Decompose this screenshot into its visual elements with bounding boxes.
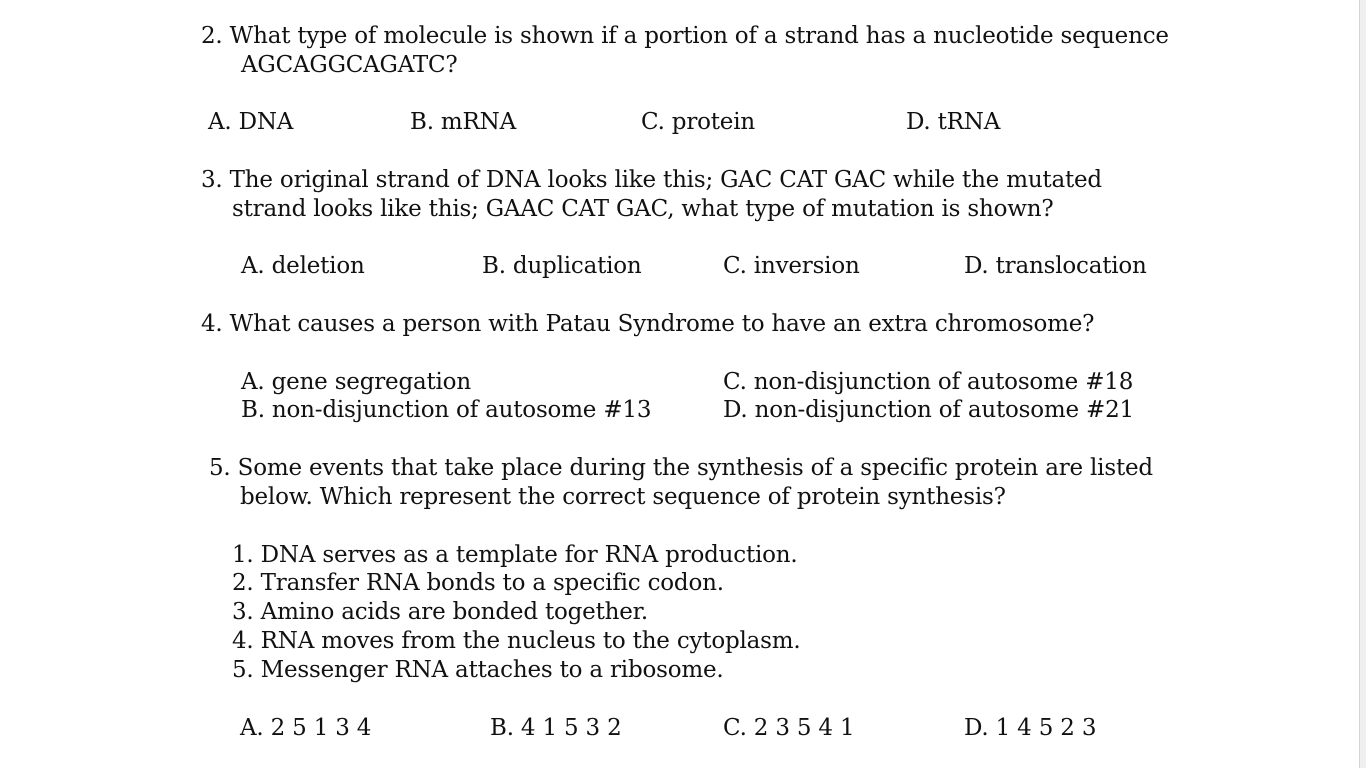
question-5-event-2: 2. Transfer RNA bonds to a specific codon. (232, 570, 724, 596)
question-5-choice-c: C. 2 3 5 4 1 (723, 715, 855, 741)
question-2-choice-a: A. DNA (208, 109, 294, 135)
question-3-choice-d: D. translocation (964, 253, 1147, 279)
question-4-choice-a: A. gene segregation (241, 369, 471, 395)
question-2-text-continued: AGCAGGCAGATC? (241, 52, 458, 78)
question-4-choice-b: B. non-disjunction of autosome #13 (241, 397, 652, 423)
question-2-text: 2. What type of molecule is shown if a portion of a strand has a nucleotide sequence (201, 23, 1169, 49)
question-5-text-continued: below. Which represent the correct sequence of protein synthesis? (240, 484, 1006, 510)
question-5-event-3: 3. Amino acids are bonded together. (232, 599, 649, 625)
question-4-choice-c: C. non-disjunction of autosome #18 (723, 369, 1134, 395)
vertical-scrollbar[interactable] (1359, 0, 1366, 768)
question-5-choice-b: B. 4 1 5 3 2 (490, 715, 622, 741)
question-2-choice-d: D. tRNA (906, 109, 1001, 135)
question-4-choice-d: D. non-disjunction of autosome #21 (723, 397, 1134, 423)
question-5-event-5: 5. Messenger RNA attaches to a ribosome. (232, 657, 724, 683)
question-2-choice-c: C. protein (641, 109, 755, 135)
question-5-choice-d: D. 1 4 5 2 3 (964, 715, 1097, 741)
question-5-choice-a: A. 2 5 1 3 4 (240, 715, 372, 741)
question-3-choice-c: C. inversion (723, 253, 860, 279)
question-5-event-4: 4. RNA moves from the nucleus to the cytoplasm. (232, 628, 801, 654)
question-5-text: 5. Some events that take place during the synthesis of a specific protein are listed (209, 455, 1153, 481)
question-5-event-1: 1. DNA serves as a template for RNA production. (232, 542, 798, 568)
question-3-text-continued: strand looks like this; GAAC CAT GAC, what type of mutation is shown? (232, 196, 1054, 222)
question-2-choice-b: B. mRNA (410, 109, 516, 135)
question-3-text: 3. The original strand of DNA looks like this; GAC CAT GAC while the mutated (201, 167, 1102, 193)
question-3-choice-b: B. duplication (482, 253, 642, 279)
question-3-choice-a: A. deletion (241, 253, 365, 279)
question-4-text: 4. What causes a person with Patau Syndrome to have an extra chromosome? (201, 311, 1095, 337)
